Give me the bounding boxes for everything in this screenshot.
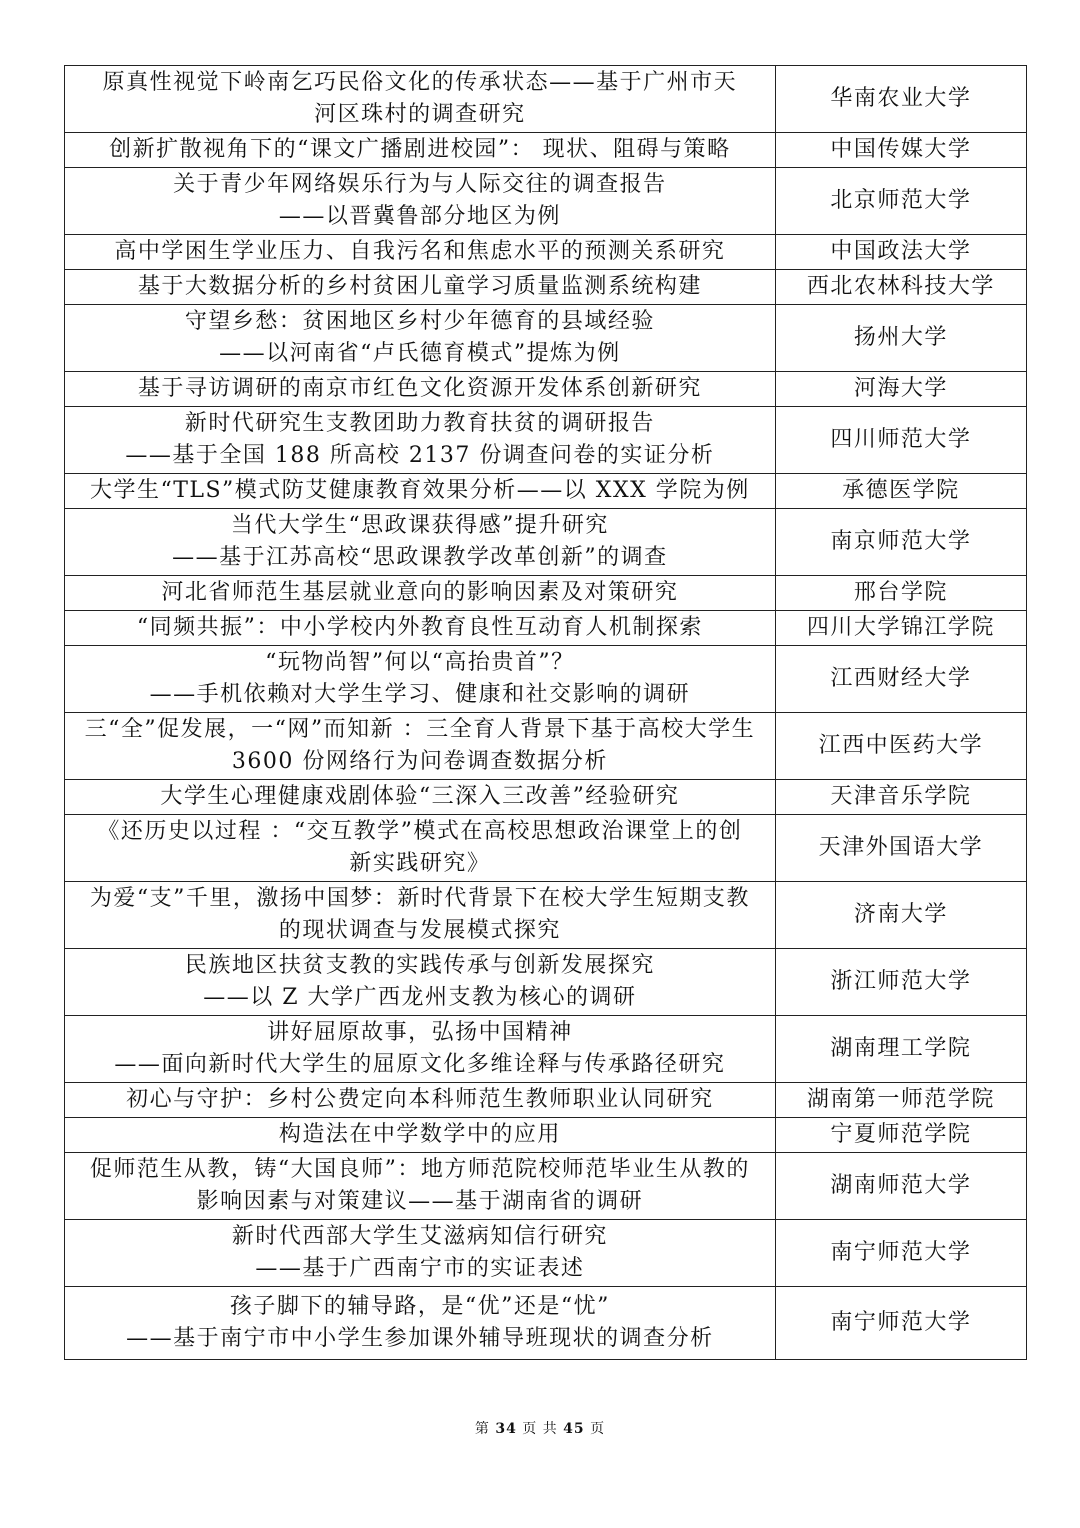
project-title-line: “同频共振”：中小学校内外教育良性互动育人机制探索 xyxy=(136,615,703,640)
university-cell: 北京师范大学 xyxy=(775,168,1026,235)
project-title-line: ——以晋冀鲁部分地区为例 xyxy=(278,204,561,229)
awards-table xyxy=(64,65,1027,1360)
project-title-line: 河区珠村的调查研究 xyxy=(314,102,526,127)
project-title-cell xyxy=(65,270,776,305)
project-title-line: ——以 Z 大学广西龙州支教为核心的调研 xyxy=(203,985,637,1010)
university-cell: 江西财经大学 xyxy=(775,646,1026,713)
project-title-line: ——基于南宁市中小学生参加课外辅导班现状的调查分析 xyxy=(126,1326,714,1351)
table-row xyxy=(65,646,1027,713)
project-title-line: 守望乡愁：贫困地区乡村少年德育的县域经验 xyxy=(184,309,655,334)
table-row xyxy=(65,168,1027,235)
project-title-cell xyxy=(65,509,776,576)
project-title-cell xyxy=(65,1153,776,1220)
table-row xyxy=(65,509,1027,576)
total-page-number: 45 xyxy=(563,1421,585,1437)
project-title-cell xyxy=(65,882,776,949)
table-row xyxy=(65,882,1027,949)
project-title-cell xyxy=(65,235,776,270)
project-title-line: ——基于广西南宁市的实证表述 xyxy=(255,1256,585,1281)
project-title-line: 新时代研究生支教团助力教育扶贫的调研报告 xyxy=(184,411,655,436)
project-title-line: 讲好屈原故事，弘扬中国精神 xyxy=(267,1020,573,1045)
project-title-line: 为爱“支”千里，激扬中国梦：新时代背景下在校大学生短期支教 xyxy=(89,886,750,911)
university-cell: 南宁师范大学 xyxy=(775,1287,1026,1360)
university-cell: 湖南理工学院 xyxy=(775,1016,1026,1083)
project-title-line: 的现状调查与发展模式探究 xyxy=(278,918,561,943)
table-row xyxy=(65,576,1027,611)
project-title-line: ——以河南省“卢氏德育模式”提炼为例 xyxy=(219,341,621,366)
project-title-line: 影响因素与对策建议——基于湖南省的调研 xyxy=(196,1189,644,1214)
table-row xyxy=(65,1153,1027,1220)
project-title-cell xyxy=(65,780,776,815)
table-row xyxy=(65,1220,1027,1287)
project-title-cell xyxy=(65,1016,776,1083)
project-title-cell xyxy=(65,372,776,407)
project-title-cell xyxy=(65,611,776,646)
project-title-line: 三“全”促发展，一“网”而知新 ：三全育人背景下基于高校大学生 xyxy=(84,717,756,742)
project-title-line: 基于大数据分析的乡村贫困儿童学习质量监测系统构建 xyxy=(137,274,702,299)
project-title-line: 孩子脚下的辅导路，是“优”还是“忧” xyxy=(229,1294,610,1319)
table-row xyxy=(65,1083,1027,1118)
table-row xyxy=(65,474,1027,509)
university-cell: 华南农业大学 xyxy=(775,66,1026,133)
project-title-line: 大学生“TLS”模式防艾健康教育效果分析——以 XXX 学院为例 xyxy=(89,478,750,503)
project-title-line: 高中学困生学业压力、自我污名和焦虑水平的预测关系研究 xyxy=(114,239,726,264)
table-row xyxy=(65,1016,1027,1083)
university-cell: 扬州大学 xyxy=(775,305,1026,372)
university-cell: 南京师范大学 xyxy=(775,509,1026,576)
project-title-line: 创新扩散视角下的“课文广播剧进校园”： 现状、阻碍与策略 xyxy=(109,137,731,162)
project-title-line: ——手机依赖对大学生学习、健康和社交影响的调研 xyxy=(149,682,691,707)
project-title-cell xyxy=(65,815,776,882)
university-cell: 西北农林科技大学 xyxy=(775,270,1026,305)
project-title-line: 河北省师范生基层就业意向的影响因素及对策研究 xyxy=(161,580,679,605)
project-title-cell xyxy=(65,168,776,235)
table-row xyxy=(65,713,1027,780)
table-row xyxy=(65,407,1027,474)
table-row xyxy=(65,949,1027,1016)
project-title-cell xyxy=(65,713,776,780)
project-title-line: 新时代西部大学生艾滋病知信行研究 xyxy=(231,1224,608,1249)
project-title-line: 新实践研究》 xyxy=(349,851,491,876)
project-title-cell xyxy=(65,1118,776,1153)
footer-suffix: 页 xyxy=(590,1421,606,1437)
project-title-cell xyxy=(65,646,776,713)
project-title-line: 《还历史以过程 ：“交互教学”模式在高校思想政治课堂上的创 xyxy=(97,819,743,844)
project-title-line: 大学生心理健康戏剧体验“三深入三改善”经验研究 xyxy=(160,784,680,809)
project-title-cell xyxy=(65,949,776,1016)
university-cell: 河海大学 xyxy=(775,372,1026,407)
table-row xyxy=(65,780,1027,815)
project-title-line: 构造法在中学数学中的应用 xyxy=(278,1122,561,1147)
project-title-cell xyxy=(65,576,776,611)
university-cell: 四川大学锦江学院 xyxy=(775,611,1026,646)
project-title-line: 当代大学生“思政课获得感”提升研究 xyxy=(230,513,609,538)
footer-prefix: 第 xyxy=(474,1421,490,1437)
table-row xyxy=(65,66,1027,133)
project-title-line: 3600 份网络行为问卷调查数据分析 xyxy=(231,749,608,774)
university-cell: 浙江师范大学 xyxy=(775,949,1026,1016)
table-row xyxy=(65,815,1027,882)
project-title-cell xyxy=(65,474,776,509)
university-cell: 中国政法大学 xyxy=(775,235,1026,270)
project-title-cell xyxy=(65,1287,776,1360)
table-row xyxy=(65,270,1027,305)
project-title-line: “玩物尚智”何以“高抬贵首”？ xyxy=(265,650,575,675)
university-cell: 南宁师范大学 xyxy=(775,1220,1026,1287)
university-cell: 江西中医药大学 xyxy=(775,713,1026,780)
project-title-line: ——基于江苏高校“思政课教学改革创新”的调查 xyxy=(172,545,668,570)
table-body xyxy=(65,66,1027,1360)
footer-middle: 页 共 xyxy=(522,1421,558,1437)
project-title-cell xyxy=(65,407,776,474)
table-row xyxy=(65,372,1027,407)
university-cell: 济南大学 xyxy=(775,882,1026,949)
university-cell: 天津外国语大学 xyxy=(775,815,1026,882)
project-title-cell xyxy=(65,1220,776,1287)
university-cell: 邢台学院 xyxy=(775,576,1026,611)
university-cell: 天津音乐学院 xyxy=(775,780,1026,815)
university-cell: 中国传媒大学 xyxy=(775,133,1026,168)
university-cell: 承德医学院 xyxy=(775,474,1026,509)
university-cell: 湖南第一师范学院 xyxy=(775,1083,1026,1118)
project-title-cell xyxy=(65,305,776,372)
project-title-line: ——基于全国 188 所高校 2137 份调查问卷的实证分析 xyxy=(125,443,715,468)
current-page-number: 34 xyxy=(495,1421,517,1437)
project-title-line: 关于青少年网络娱乐行为与人际交往的调查报告 xyxy=(173,172,667,197)
table-row xyxy=(65,611,1027,646)
project-title-line: 促师范生从教，铸“大国良师”：地方师范院校师范毕业生从教的 xyxy=(89,1157,750,1182)
table-row xyxy=(65,133,1027,168)
project-title-cell xyxy=(65,66,776,133)
table-row xyxy=(65,1287,1027,1360)
project-title-line: 原真性视觉下岭南乞巧民俗文化的传承状态——基于广州市天 xyxy=(102,70,738,95)
project-title-line: 初心与守护：乡村公费定向本科师范生教师职业认同研究 xyxy=(126,1087,714,1112)
project-title-line: 基于寻访调研的南京市红色文化资源开发体系创新研究 xyxy=(137,376,702,401)
page-footer xyxy=(0,1418,1080,1438)
university-cell: 宁夏师范学院 xyxy=(775,1118,1026,1153)
project-title-cell xyxy=(65,1083,776,1118)
university-cell: 四川师范大学 xyxy=(775,407,1026,474)
table-row xyxy=(65,1118,1027,1153)
project-title-line: ——面向新时代大学生的屈原文化多维诠释与传承路径研究 xyxy=(114,1052,726,1077)
university-cell: 湖南师范大学 xyxy=(775,1153,1026,1220)
table-row xyxy=(65,235,1027,270)
project-title-line: 民族地区扶贫支教的实践传承与创新发展探究 xyxy=(184,953,655,978)
table-row xyxy=(65,305,1027,372)
project-title-cell xyxy=(65,133,776,168)
